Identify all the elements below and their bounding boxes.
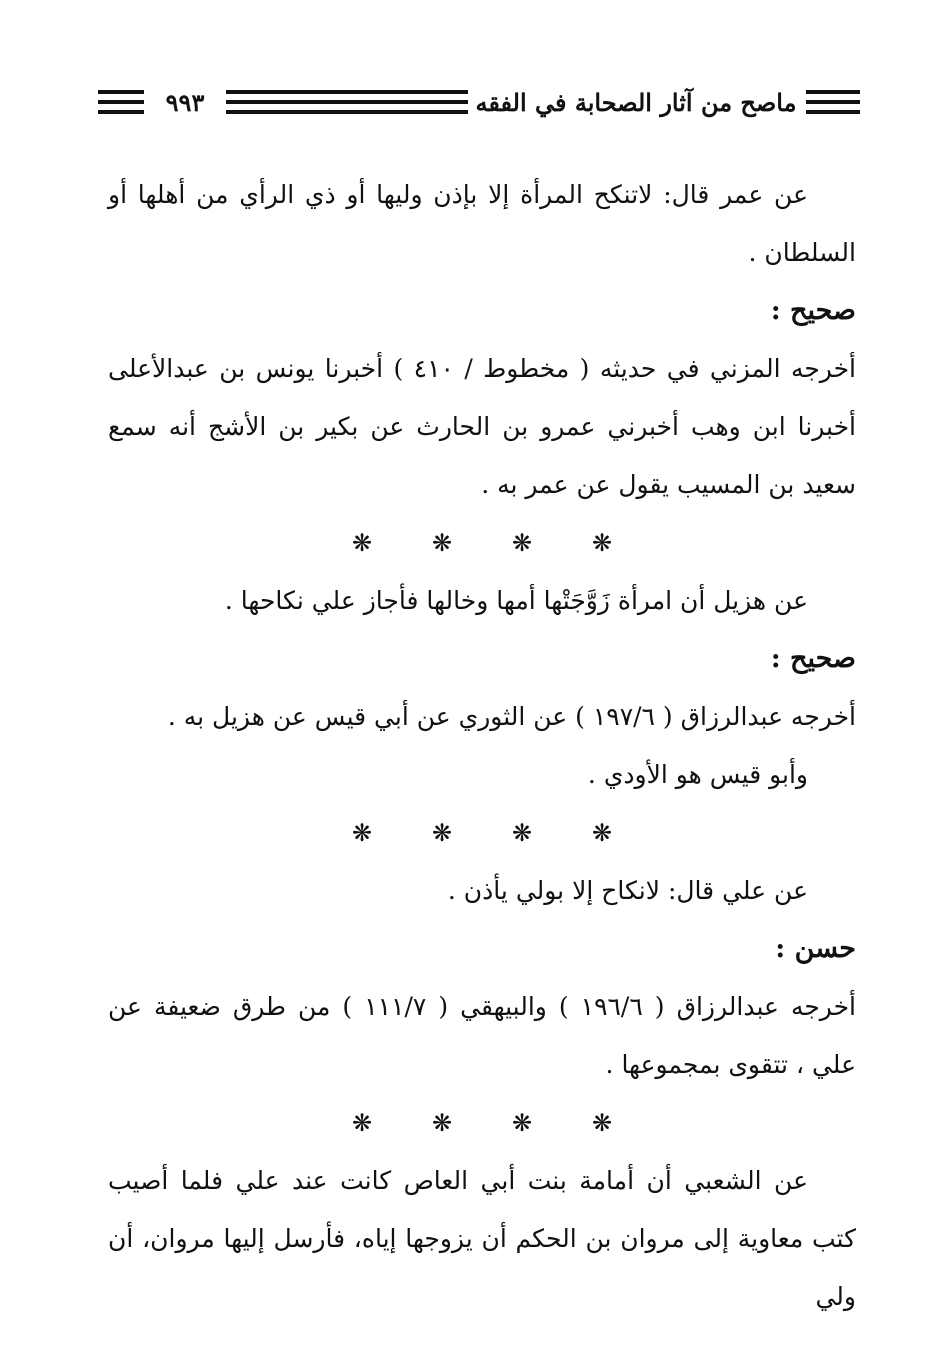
page-header [98,84,860,124]
header-rule-middle [226,90,468,114]
takhrij-note: وأبو قيس هو الأودي . [587,760,808,789]
asterism-ornament: ❋ [591,1109,613,1137]
asterism-ornament: ❋ [431,1109,453,1137]
asterism-ornament: ❋ [351,1109,373,1137]
asterism-ornament: ❋ [431,529,453,557]
section-separator [108,1094,856,1152]
hadith-grade: صحيح : [770,643,856,674]
narration-text: عن هزيل أن امرأة زَوَّجَتْها أمها وخالها فأجاز علي نكاحها . [224,586,808,615]
asterism-ornament: ❋ [511,1109,533,1137]
section-separator [108,804,856,862]
asterism-ornament: ❋ [511,819,533,847]
asterism-ornament: ❋ [591,529,613,557]
asterism-ornament: ❋ [511,529,533,557]
asterism-ornament: ❋ [591,819,613,847]
page-body [108,166,856,1326]
page-number: ٩٩٣ [165,88,205,117]
asterism-ornament: ❋ [351,529,373,557]
narration-text: عن عمر قال: لاتنكح المرأة إلا بإذن وليها أو ذي الرأي من أهلها أو السلطان . [108,180,856,267]
asterism-ornament: ❋ [431,819,453,847]
takhrij-text: أخرجه عبدالرزاق ( ١٩٦/٦ ) والبيهقي ( ١١١/٧ ) من طرق ضعيفة عن علي ، تتقوى بمجموعها . [108,992,856,1079]
running-title: ماصح من آثار الصحابة في الفقه [475,88,797,117]
narration-text: عن علي قال: لانكاح إلا بولي يأذن . [447,876,808,905]
asterism-ornament: ❋ [351,819,373,847]
header-rule-left [98,90,144,114]
takhrij-text: أخرجه عبدالرزاق ( ١٩٧/٦ ) عن الثوري عن أبي قيس عن هزيل به . [167,702,856,731]
narration-text: عن الشعبي أن أمامة بنت أبي العاص كانت عند علي فلما أصيب كتب معاوية إلى مروان بن الحكم أن يزوجها إياه، فأرسل إليها مروان، أن ولي [108,1166,856,1311]
section-separator [108,514,856,572]
hadith-grade: حسن : [775,933,856,964]
hadith-grade: صحيح : [770,295,856,326]
takhrij-text: أخرجه المزني في حديثه ( مخطوط / ٤١٠ ) أخبرنا يونس بن عبدالأعلى أخبرنا ابن وهب أخبرني عمرو بن الحارث عن بكير بن الأشج أنه سمع سعيد بن المسيب يقول عن عمر به . [108,354,856,499]
header-rule-right [806,90,860,114]
